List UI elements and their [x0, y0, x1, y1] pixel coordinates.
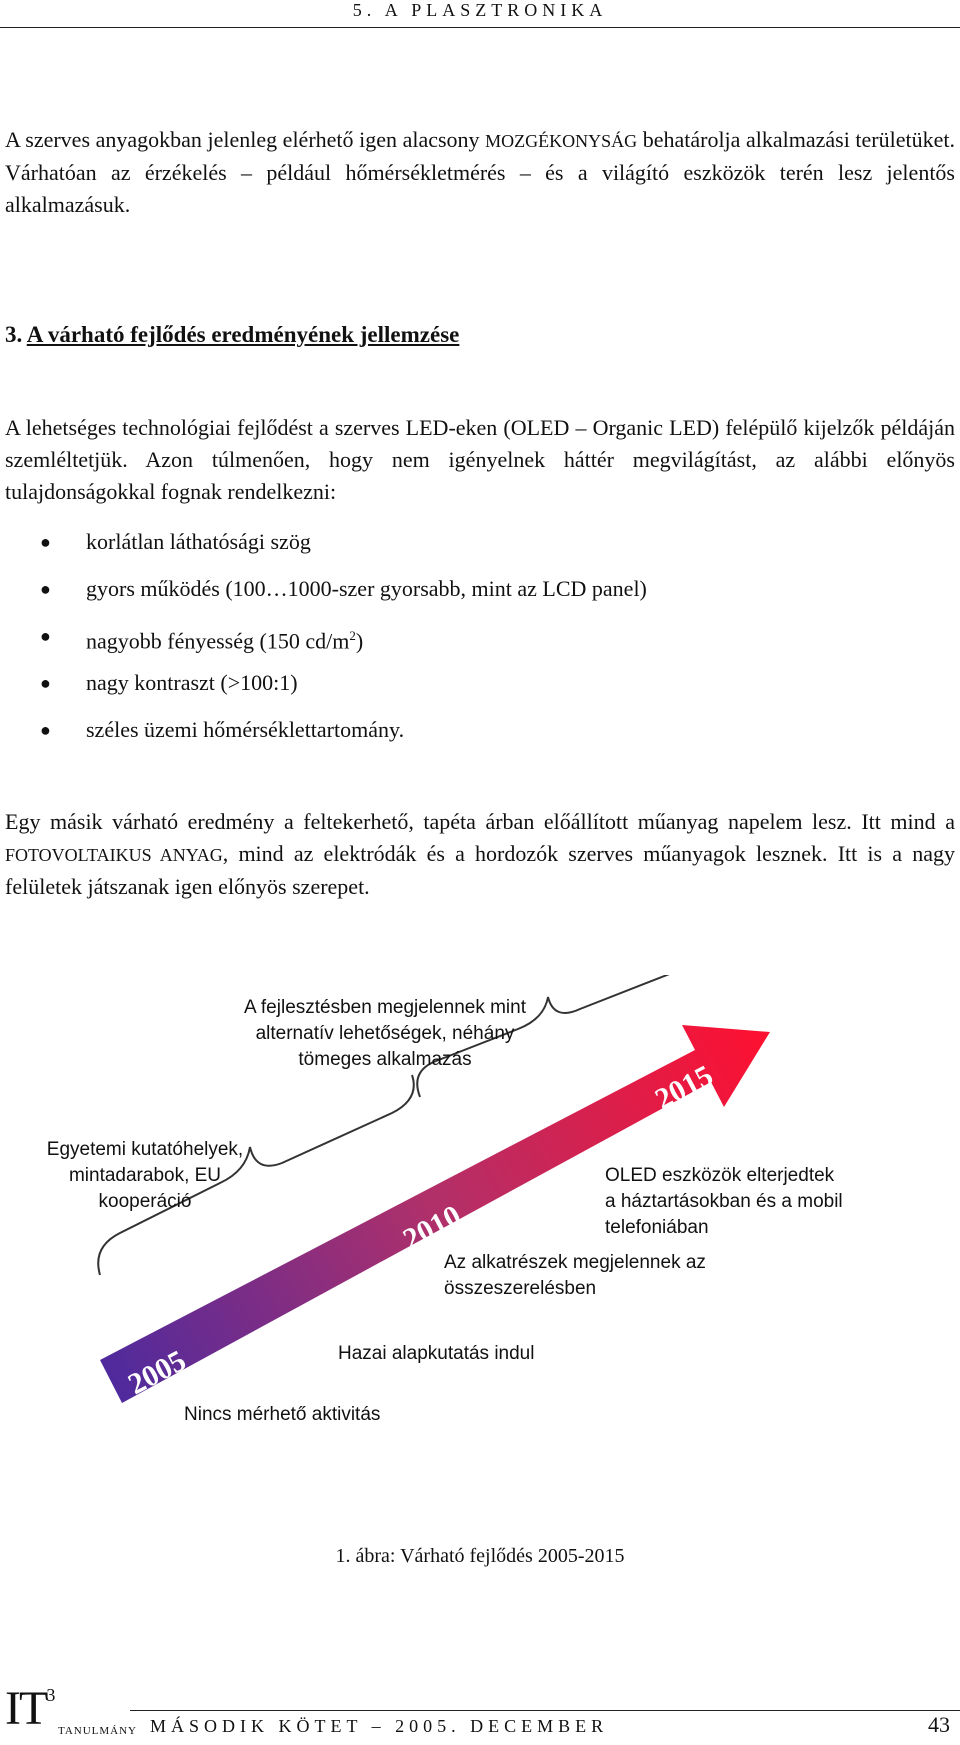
list-item-text: gyors működés (100…1000-szer gyorsabb, mint az LCD panel) — [86, 576, 647, 601]
bullet-icon: ● — [40, 720, 51, 740]
logo-main-text: IT — [5, 1682, 47, 1735]
para3-text-before: Egy másik várható eredmény a feltekerhető, tapéta árban előállított műanyag napelem lesz. Itt mind a — [5, 809, 955, 834]
list-item — [40, 527, 940, 574]
section-heading — [5, 322, 459, 348]
figure-nincs-label: Nincs mérhető aktivitás — [184, 1404, 381, 1425]
running-header: 5. A PLASZTRONIKA — [352, 0, 608, 20]
para1-term: MOZGÉKONYSÁG — [485, 131, 638, 151]
footer-volume-text: MÁSODIK KÖTET – 2005. DECEMBER — [150, 1716, 609, 1736]
para2-text: A lehetséges technológiai fejlődést a szerves LED-eken (OLED – Organic LED) felépülő kijelzők példáján szemléltetjük. Azon túlmenően, hogy nem igényelnek háttér megvilágítást, az alábbi előnyös tulajdonságokkal fognak rendelkezni: — [5, 415, 955, 504]
paragraph-1 — [5, 124, 955, 221]
para3-term: FOTOVOLTAIKUS ANYAG — [5, 845, 223, 865]
figure-left-label-line: kooperáció — [98, 1191, 192, 1212]
list-item-tail: ) — [355, 628, 364, 654]
list-item — [40, 574, 940, 621]
bullet-icon: ● — [40, 673, 51, 693]
list-item-superscript: 2 — [349, 628, 356, 643]
para1-text-after: behatárolja alkalmazási területüket. Várhatóan az érzékelés – például hőmérsékletmérés – és a világító eszközök terén lesz jelentős alkalmazásuk. — [5, 127, 956, 217]
figure-top-label — [200, 995, 570, 1073]
figure-top-label-line: A fejlesztésben megjelennek mint — [244, 997, 526, 1018]
header-rule — [0, 27, 960, 28]
page-number: 43 — [928, 1712, 950, 1737]
list-item-text: széles üzemi hőmérséklettartomány. — [86, 717, 405, 742]
section-title: A várható fejlődés eredményének jellemzése — [26, 322, 460, 347]
list-item — [40, 668, 940, 715]
figure-right-label — [605, 1163, 945, 1241]
paragraph-3 — [5, 806, 955, 903]
figure-left-label-line: mintadarabok, EU — [68, 1165, 222, 1186]
para1-text-before: A szerves anyagokban jelenleg elérhető igen alacsony — [5, 127, 486, 152]
list-item-text: nagy kontraszt (>100:1) — [86, 670, 298, 695]
list-item — [40, 715, 940, 762]
figure-mid-label-line: Az alkatrészek megjelennek az — [444, 1252, 706, 1273]
figure-mid-label — [444, 1250, 844, 1302]
bullet-icon: ● — [40, 532, 51, 552]
figure-mid-label-line: összeszerelésben — [444, 1278, 597, 1299]
figure-caption: 1. ábra: Várható fejlődés 2005-2015 — [335, 1545, 625, 1567]
bullet-icon: ● — [40, 626, 51, 646]
figure-top-label-line: alternatív lehetőségek, néhány — [255, 1023, 515, 1044]
figure-right-label-line: OLED eszközök elterjedtek — [605, 1165, 835, 1186]
bullet-icon: ● — [40, 579, 51, 599]
figure-left-label — [20, 1137, 270, 1215]
figure-right-label-line: a háztartásokban és a mobil — [605, 1191, 843, 1212]
year-2010-label: 2010 — [397, 1198, 467, 1257]
logo-superscript: 3 — [46, 1685, 56, 1705]
figure-left-label-line: Egyetemi kutatóhelyek, — [46, 1139, 244, 1160]
para3-text-after: , mind az elektródák és a hordozók szerves műanyagok lesznek. Itt is a nagy felületek játszanak igen előnyös szerepet. — [5, 841, 955, 899]
year-2015-label: 2015 — [649, 1058, 719, 1117]
figure-top-label-line: tömeges alkalmazás — [298, 1049, 472, 1070]
footer-rule — [130, 1710, 960, 1711]
logo-subtitle: TANULMÁNY — [58, 1725, 138, 1737]
list-item-text: nagyobb fényesség (150 cd/m — [86, 628, 350, 654]
list-item — [40, 621, 940, 668]
section-number: 3. — [5, 322, 23, 347]
figure-hazai-label: Hazai alapkutatás indul — [338, 1343, 535, 1364]
year-2005-label: 2005 — [122, 1343, 192, 1402]
list-item-text: korlátlan láthatósági szög — [86, 529, 311, 554]
feature-list — [40, 527, 940, 762]
paragraph-2 — [5, 412, 955, 508]
figure-right-label-line: telefoniában — [605, 1217, 709, 1238]
